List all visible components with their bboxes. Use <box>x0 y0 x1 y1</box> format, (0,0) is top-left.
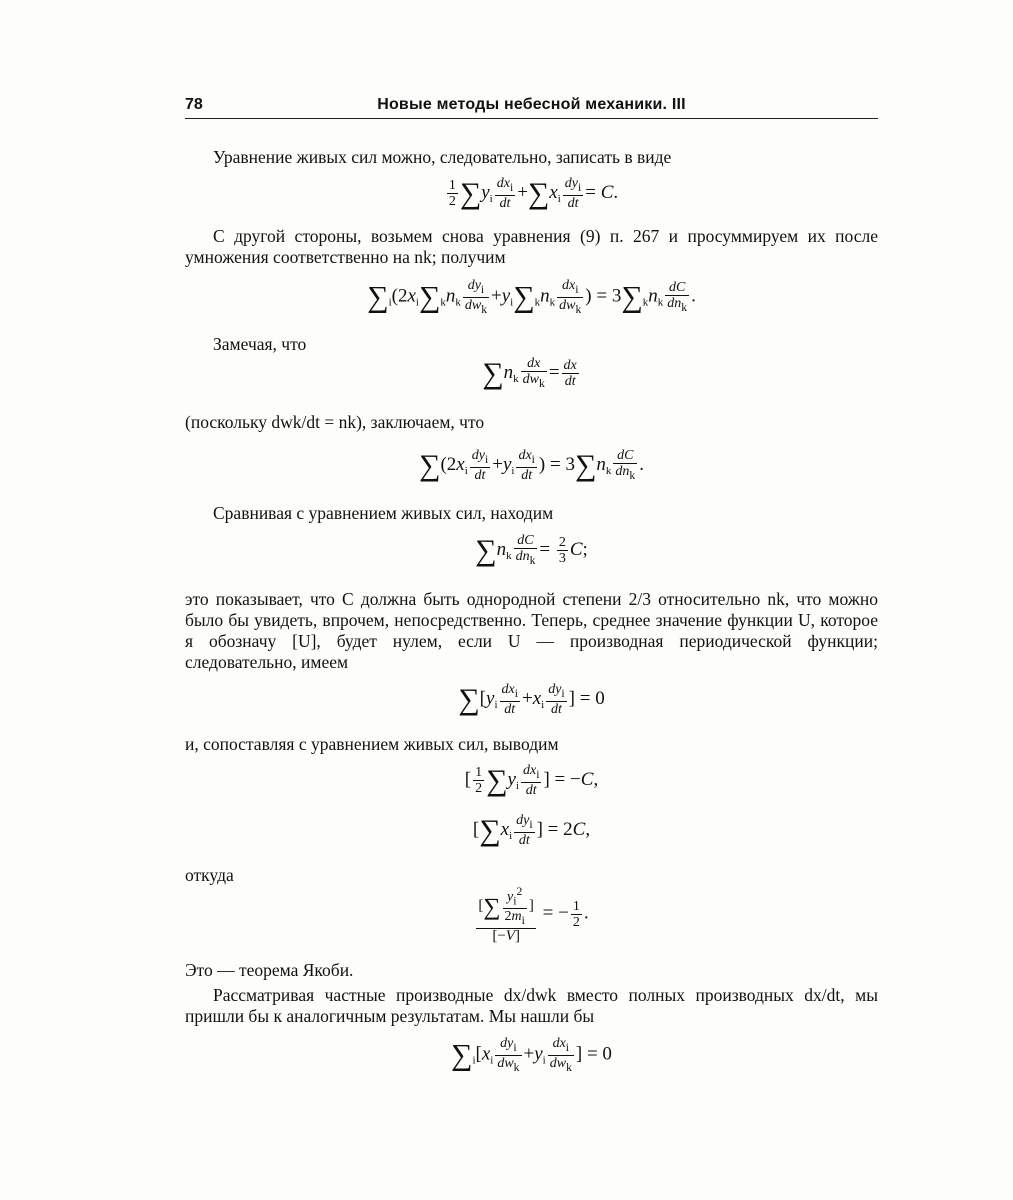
equation-homogeneity: $\sum n_k$ $\frac{dC}{dn_k}$ = $\frac{2}{3}$ C; <box>475 533 588 567</box>
equation-summed: $\sum_i(2x_i\sum_kn_k$ $\frac{dy_i}{dw_k}$ $+y_i\sum_kn_k$ $\frac{dx_i}{dw_k}$ ) = $3\sum_kn_k$ $\frac{dC}{dn_k}$ . <box>367 278 696 316</box>
paragraph-2: С другой стороны, возьмем снова уравнения (9) п. 267 и просуммируем их после умножения соответственно на nk; получим <box>185 226 878 267</box>
equation-vis-viva: $\frac{1}{2}$ $\sum y_i$ $\frac{dx_i}{dt}$ $+\sum x_i$ $\frac{dy_i}{dt}$ = C. <box>448 176 619 211</box>
paragraph-4: (поскольку dwk/dt = nk), заключаем, что <box>185 412 485 432</box>
equation-mean-1: [ $\frac{1}{2}$ $\sum y_i$ $\frac{dx_i}{dt}$ ] = −C, <box>464 763 599 798</box>
paragraph-6: это показывает, что C должна быть однородной степени 2/3 относительно nk, что можно было бы увидеть, впрочем, непосредственно. Теперь, среднее значение функции U, которое я обозначу [U], будет нулем, если U — производная периодической функции; следовательно, имеем <box>185 589 878 672</box>
equation-mean-2: [$\sum x_i$ $\frac{dy_i}{dt}$ ] = 2C, <box>472 813 591 848</box>
running-title: Новые методы небесной механики. III <box>377 96 686 113</box>
paragraph-7: и, сопоставляя с уравнением живых сил, выводим <box>185 734 559 754</box>
paragraph-10: Рассматривая частные производные dx/dwk вместо полных производных dx/dt, мы пришли бы к аналогичным результатам. Мы нашли бы <box>185 985 878 1026</box>
equation-noting: $\sum n_k$ $\frac{dx}{dw_k}$ = $\frac{dx}{dt}$ <box>482 356 577 390</box>
paragraph-5: Сравнивая с уравнением живых сил, находим <box>213 503 554 523</box>
running-header <box>185 92 878 119</box>
paragraph-8: откуда <box>185 865 234 885</box>
equation-conclusion: $\sum(2x_i$ $\frac{dy_i}{dt}$ $+y_i$ $\frac{dx_i}{dt}$ ) = $3\sum n_k$ $\frac{dC}{dn_k}$ . <box>419 448 644 483</box>
equation-jacobi: [∑ $\frac{y_i^2}{2m_i}$ ] [−V] = − $\frac{1}{2}$ . <box>478 885 589 945</box>
page-number: 78 <box>185 96 203 113</box>
equation-partial: $\sum_i[x_i$ $\frac{dy_i}{dw_k}$ $+y_i$ $\frac{dx_i}{dw_k}$ ] = 0 <box>451 1036 612 1074</box>
paragraph-3: Замечая, что <box>213 334 307 354</box>
paragraph-9: Это — теорема Якоби. <box>185 960 354 980</box>
equation-mean-zero: $\sum[y_i$ $\frac{dx_i}{dt}$ $+x_i$ $\frac{dy_i}{dt}$ ] = 0 <box>458 682 605 717</box>
paragraph-1: Уравнение живых сил можно, следовательно, записать в виде <box>213 147 672 167</box>
